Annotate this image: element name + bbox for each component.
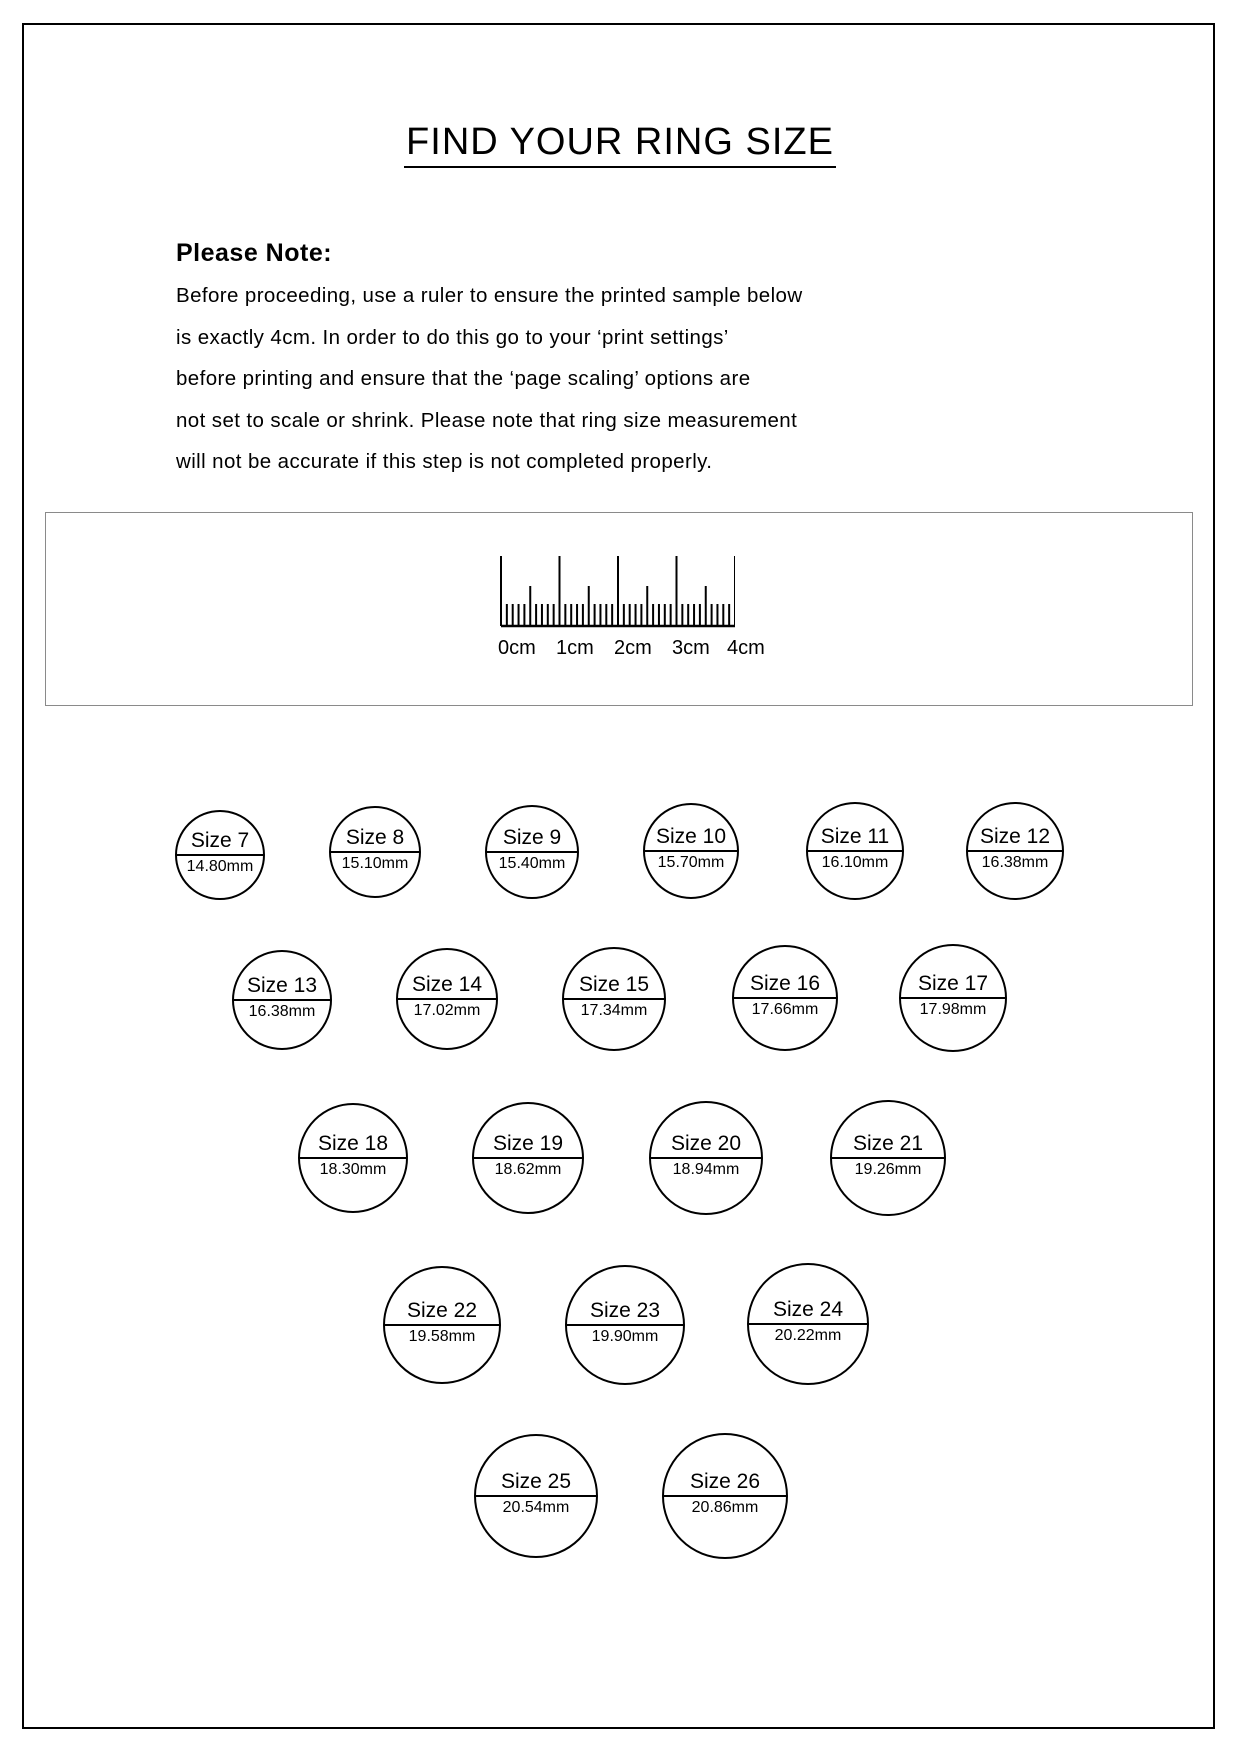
ring-size-label: Size 7 xyxy=(190,829,250,852)
ring-divider xyxy=(832,1157,944,1159)
ring-size-label: Size 24 xyxy=(772,1298,844,1321)
ring-size-circle xyxy=(298,1103,408,1213)
ring-divider xyxy=(645,850,737,852)
ruler-label-4cm: 4cm xyxy=(727,637,765,659)
ring-size-label: Size 22 xyxy=(406,1299,478,1322)
ring-size-circle xyxy=(175,810,265,900)
ring-size-circle xyxy=(383,1266,501,1384)
ring-size-label: Size 9 xyxy=(502,826,562,849)
ring-size-label: Size 26 xyxy=(689,1470,761,1493)
ring-size-circle xyxy=(966,802,1064,900)
ring-divider xyxy=(234,999,330,1001)
ring-size-circle xyxy=(562,947,666,1051)
ring-diameter-label: 16.38mm xyxy=(981,854,1049,871)
ring-diameter-label: 17.98mm xyxy=(919,1001,987,1018)
ring-divider xyxy=(651,1157,761,1159)
note-line: Before proceeding, use a ruler to ensure the printed sample below xyxy=(176,284,803,307)
ring-diameter-label: 20.86mm xyxy=(691,1499,759,1516)
ring-divider xyxy=(398,998,496,1000)
ring-size-circle xyxy=(329,806,421,898)
page-title-text: FIND YOUR RING SIZE xyxy=(404,121,836,168)
ring-divider xyxy=(474,1157,582,1159)
ruler-label-0cm: 0cm xyxy=(498,637,536,659)
ring-diameter-label: 20.54mm xyxy=(502,1499,570,1516)
ring-size-circle xyxy=(899,944,1007,1052)
ring-diameter-label: 16.10mm xyxy=(821,854,889,871)
ring-size-label: Size 10 xyxy=(655,825,727,848)
ring-size-label: Size 18 xyxy=(317,1132,389,1155)
ring-size-label: Size 8 xyxy=(345,826,405,849)
ring-diameter-label: 19.58mm xyxy=(408,1328,476,1345)
ring-divider xyxy=(487,851,577,853)
ring-divider xyxy=(177,854,263,856)
note-line: before printing and ensure that the ‘page scaling’ options are xyxy=(176,367,751,390)
ring-size-circle xyxy=(472,1102,584,1214)
ring-diameter-label: 17.34mm xyxy=(580,1002,648,1019)
ring-size-label: Size 17 xyxy=(917,972,989,995)
ring-size-label: Size 16 xyxy=(749,972,821,995)
ring-size-circle xyxy=(806,802,904,900)
ruler-label-3cm: 3cm xyxy=(672,637,710,659)
ring-size-label: Size 12 xyxy=(979,825,1051,848)
ring-diameter-label: 18.62mm xyxy=(494,1161,562,1178)
ring-size-label: Size 21 xyxy=(852,1132,924,1155)
ring-divider xyxy=(808,850,902,852)
page-title xyxy=(0,121,1240,164)
ring-size-circle xyxy=(643,803,739,899)
ring-size-label: Size 13 xyxy=(246,974,318,997)
ring-size-label: Size 19 xyxy=(492,1132,564,1155)
ring-size-circle xyxy=(485,805,579,899)
ring-size-label: Size 25 xyxy=(500,1470,572,1493)
ring-size-label: Size 23 xyxy=(589,1299,661,1322)
ring-size-circle xyxy=(662,1433,788,1559)
ring-size-circle xyxy=(565,1265,685,1385)
note-line: will not be accurate if this step is not completed properly. xyxy=(176,450,713,473)
ring-divider xyxy=(564,998,664,1000)
ring-diameter-label: 19.90mm xyxy=(591,1328,659,1345)
ring-diameter-label: 14.80mm xyxy=(186,858,254,875)
ring-size-circle xyxy=(474,1434,598,1558)
ring-diameter-label: 17.02mm xyxy=(413,1002,481,1019)
ring-diameter-label: 17.66mm xyxy=(751,1001,819,1018)
note-line: not set to scale or shrink. Please note that ring size measurement xyxy=(176,408,798,432)
ring-size-label: Size 11 xyxy=(820,825,890,848)
ring-size-circle xyxy=(732,945,838,1051)
ring-divider xyxy=(300,1157,406,1159)
ring-size-label: Size 20 xyxy=(670,1132,742,1155)
ring-divider xyxy=(385,1324,499,1326)
ring-diameter-label: 16.38mm xyxy=(248,1003,316,1020)
ring-diameter-label: 18.30mm xyxy=(319,1161,387,1178)
ring-divider xyxy=(476,1495,596,1497)
ring-divider xyxy=(734,997,836,999)
ring-divider xyxy=(567,1324,683,1326)
ring-divider xyxy=(901,997,1005,999)
ring-divider xyxy=(331,851,419,853)
ring-diameter-label: 18.94mm xyxy=(672,1161,740,1178)
ring-size-label: Size 15 xyxy=(578,973,650,996)
ring-size-label: Size 14 xyxy=(411,973,483,996)
ruler-sample xyxy=(495,550,735,632)
ring-diameter-label: 19.26mm xyxy=(854,1161,922,1178)
ruler-label-1cm: 1cm xyxy=(556,637,594,659)
ring-diameter-label: 15.40mm xyxy=(498,855,566,872)
ring-divider xyxy=(664,1495,786,1497)
ring-diameter-label: 15.70mm xyxy=(657,854,725,871)
ring-size-circle xyxy=(830,1100,946,1216)
ring-size-circle xyxy=(747,1263,869,1385)
ring-divider xyxy=(968,850,1062,852)
note-heading: Please Note: xyxy=(176,239,333,267)
note-line: is exactly 4cm. In order to do this go to your ‘print settings’ xyxy=(176,325,729,349)
ring-size-circle xyxy=(396,948,498,1050)
ring-diameter-label: 20.22mm xyxy=(774,1327,842,1344)
ring-size-circle xyxy=(232,950,332,1050)
ruler-label-2cm: 2cm xyxy=(614,637,652,659)
ring-size-circle xyxy=(649,1101,763,1215)
ring-divider xyxy=(749,1323,867,1325)
note-section xyxy=(176,237,1076,483)
ring-diameter-label: 15.10mm xyxy=(341,855,409,872)
